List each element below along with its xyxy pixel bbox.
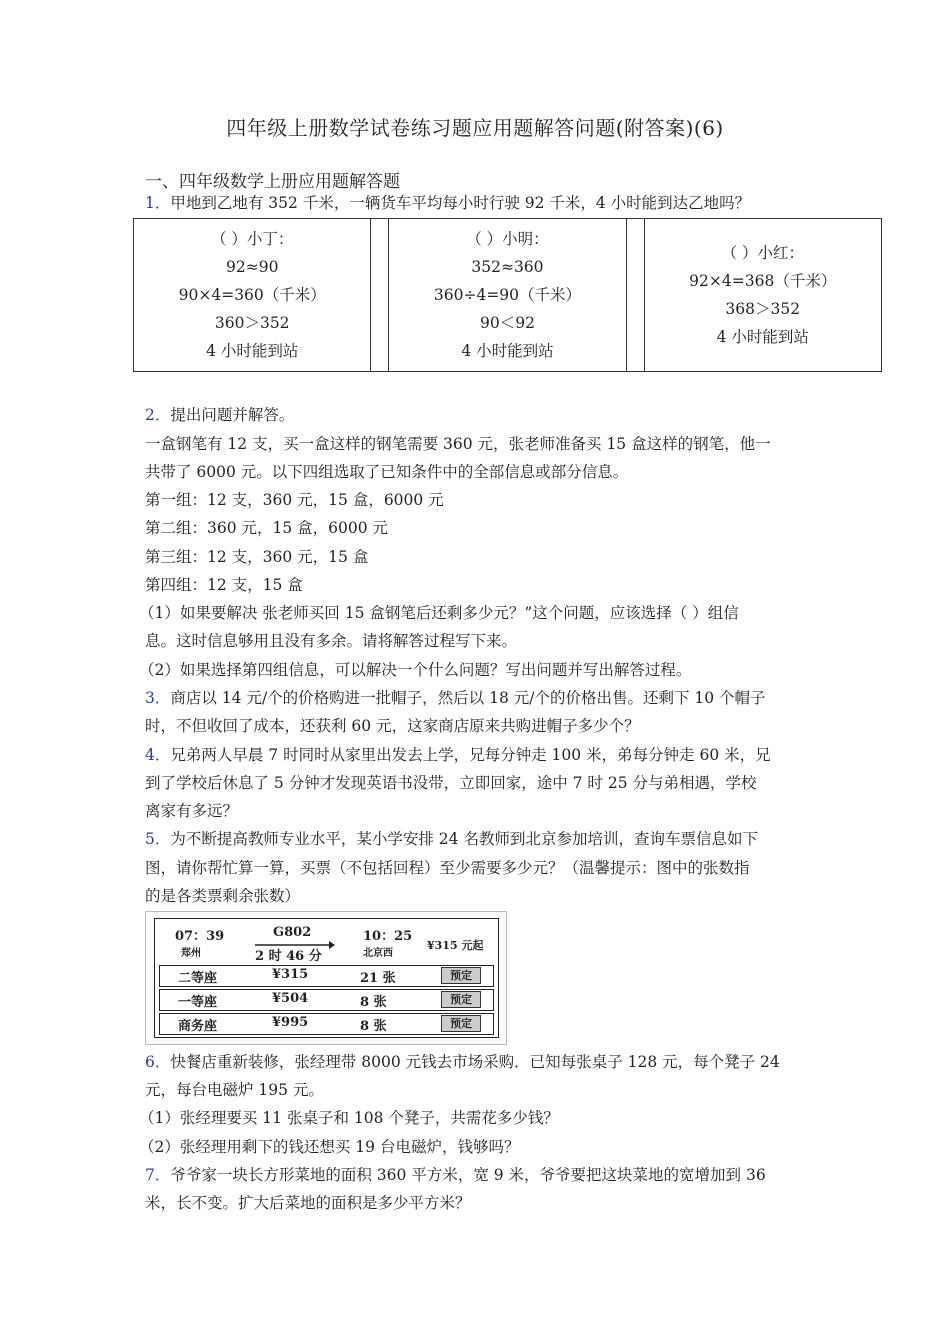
option-line: 352≈360 bbox=[471, 258, 544, 276]
seat-row bbox=[159, 965, 494, 987]
seats-left: 8 张 bbox=[360, 1019, 387, 1034]
book-button[interactable]: 预定 bbox=[441, 991, 481, 1008]
question-text: 爷爷家一块长方形菜地的面积 360 平方米，宽 9 米，爷爷要把这块菜地的宽增加到 36 bbox=[170, 1166, 766, 1184]
text-line: 到了学校后休息了 5 分钟才发现英语书没带，立即回家，途中 7 时 25 分与弟相遇，学校 bbox=[145, 774, 757, 792]
seat-row bbox=[159, 1013, 494, 1035]
option-line: 90＜92 bbox=[479, 314, 535, 332]
question-number: 3． bbox=[145, 689, 171, 707]
question-4 bbox=[145, 745, 771, 765]
option-line: 90×4=360（千米） bbox=[178, 286, 326, 304]
text-line: （1）如果要解决 张老师买回 15 盒钢笔后还剩多少元？”这个问题，应该选择（ ）组信 bbox=[139, 604, 739, 622]
seat-row bbox=[159, 989, 494, 1011]
question-1 bbox=[145, 193, 750, 213]
text-line: 的是各类票剩余张数） bbox=[145, 887, 301, 905]
question-6 bbox=[145, 1052, 780, 1072]
option-line: 4 小时能到站 bbox=[716, 328, 809, 346]
question-number: 5． bbox=[145, 830, 171, 848]
question-7 bbox=[145, 1165, 766, 1185]
arrive-time: 10：25 bbox=[363, 929, 413, 944]
question-text: 兄弟两人早晨 7 时同时从家里出发去上学，兄每分钟走 100 米，弟每分钟走 60 米，兄 bbox=[170, 746, 771, 764]
from-price: ¥315 元起 bbox=[427, 939, 484, 952]
duration: 2 时 46 分 bbox=[255, 949, 322, 964]
text-line: 离家有多远？ bbox=[145, 802, 239, 820]
table-gap bbox=[371, 219, 389, 372]
text-line: 第一组：12 支，360 元，15 盒，6000 元 bbox=[145, 491, 444, 509]
question-5 bbox=[145, 829, 758, 849]
option-line: 368＞352 bbox=[725, 300, 801, 318]
seat-class: 二等座 bbox=[178, 971, 218, 986]
seat-price: ¥315 bbox=[272, 967, 309, 982]
text-line: 共带了 6000 元。以下四组选取了已知条件中的全部信息或部分信息。 bbox=[145, 463, 629, 481]
seat-price: ¥995 bbox=[272, 1015, 309, 1030]
text-line: 息。这时信息够用且没有多余。请将解答过程写下来。 bbox=[145, 632, 518, 650]
text-line: 第二组：360 元，15 盒，6000 元 bbox=[145, 519, 389, 537]
option-label: （ ）小红： bbox=[721, 244, 804, 262]
seat-price: ¥504 bbox=[272, 991, 309, 1006]
text-line: 米，长不变。扩大后菜地的面积是多少平方米？ bbox=[145, 1194, 471, 1212]
question-text: 提出问题并解答。 bbox=[170, 406, 295, 424]
text-line: 第四组：12 支，15 盒 bbox=[145, 576, 303, 594]
section-heading: 一、四年级数学上册应用题解答题 bbox=[145, 172, 400, 192]
text-line: （2）如果选择第四组信息，可以解决一个什么问题？写出问题并写出解答过程。 bbox=[139, 661, 692, 679]
text-line: 图，请你帮忙算一算，买票（不包括回程）至少需要多少元？（温馨提示：图中的张数指 bbox=[145, 859, 750, 877]
option-xiaohong bbox=[644, 219, 882, 372]
question-number: 4． bbox=[145, 746, 171, 764]
ticket-info-image bbox=[145, 911, 507, 1045]
seat-class: 一等座 bbox=[178, 995, 218, 1010]
depart-station: 郑州 bbox=[181, 948, 201, 959]
option-label: （ ）小丁： bbox=[211, 230, 294, 248]
text-line: （2）张经理用剩下的钱还想买 19 台电磁炉，钱够吗？ bbox=[139, 1138, 520, 1156]
option-line: 92×4=368（千米） bbox=[689, 272, 837, 290]
options-table bbox=[133, 218, 882, 372]
option-line: 92≈90 bbox=[226, 258, 279, 276]
seat-class: 商务座 bbox=[178, 1019, 218, 1034]
book-button[interactable]: 预定 bbox=[441, 967, 481, 984]
text-line: 时，不但收回了成本，还获利 60 元，这家商店原来共购进帽子多少个？ bbox=[145, 717, 640, 735]
option-line: 360＞352 bbox=[214, 314, 290, 332]
book-button[interactable]: 预定 bbox=[441, 1015, 481, 1032]
question-2 bbox=[145, 405, 294, 425]
question-text: 甲地到乙地有 352 千米，一辆货车平均每小时行驶 92 千米，4 小时能到达乙地吗？ bbox=[170, 194, 751, 212]
question-number: 2． bbox=[145, 406, 171, 424]
train-number: G802 bbox=[273, 925, 312, 940]
seats-left: 8 张 bbox=[360, 995, 387, 1010]
text-line: 第三组：12 支，360 元，15 盒 bbox=[145, 548, 369, 566]
option-line: 360÷4=90（千米） bbox=[433, 286, 582, 304]
question-text: 为不断提高教师专业水平，某小学安排 24 名教师到北京参加培训，查询车票信息如下 bbox=[170, 830, 758, 848]
text-line: （1）张经理要买 11 张桌子和 108 个凳子，共需花多少钱？ bbox=[139, 1109, 559, 1127]
table-gap bbox=[626, 219, 644, 372]
text-line: 一盒钢笔有 12 支，买一盒这样的钢笔需要 360 元，张老师准备买 15 盒这样的钢笔，他一 bbox=[145, 435, 771, 453]
ticket-panel bbox=[154, 918, 499, 1038]
depart-time: 07：39 bbox=[175, 929, 225, 944]
option-xiaoding bbox=[134, 219, 371, 372]
question-3 bbox=[145, 688, 766, 708]
option-label: （ ）小明： bbox=[466, 230, 549, 248]
question-text: 商店以 14 元/个的价格购进一批帽子，然后以 18 元/个的价格出售。还剩下 10 个帽子 bbox=[170, 689, 766, 707]
question-number: 1． bbox=[145, 194, 171, 212]
question-number: 7． bbox=[145, 1166, 171, 1184]
question-number: 6． bbox=[145, 1053, 171, 1071]
arrive-station: 北京西 bbox=[363, 948, 393, 959]
text-line: 元，每台电磁炉 195 元。 bbox=[145, 1081, 324, 1099]
seats-left: 21 张 bbox=[360, 971, 396, 986]
page-title: 四年级上册数学试卷练习题应用题解答问题(附答案)(6) bbox=[226, 116, 724, 140]
option-line: 4 小时能到站 bbox=[461, 342, 554, 360]
question-text: 快餐店重新装修，张经理带 8000 元钱去市场采购．已知每张桌子 128 元，每个凳子 24 bbox=[170, 1053, 780, 1071]
option-line: 4 小时能到站 bbox=[206, 342, 299, 360]
option-xiaoming bbox=[389, 219, 626, 372]
